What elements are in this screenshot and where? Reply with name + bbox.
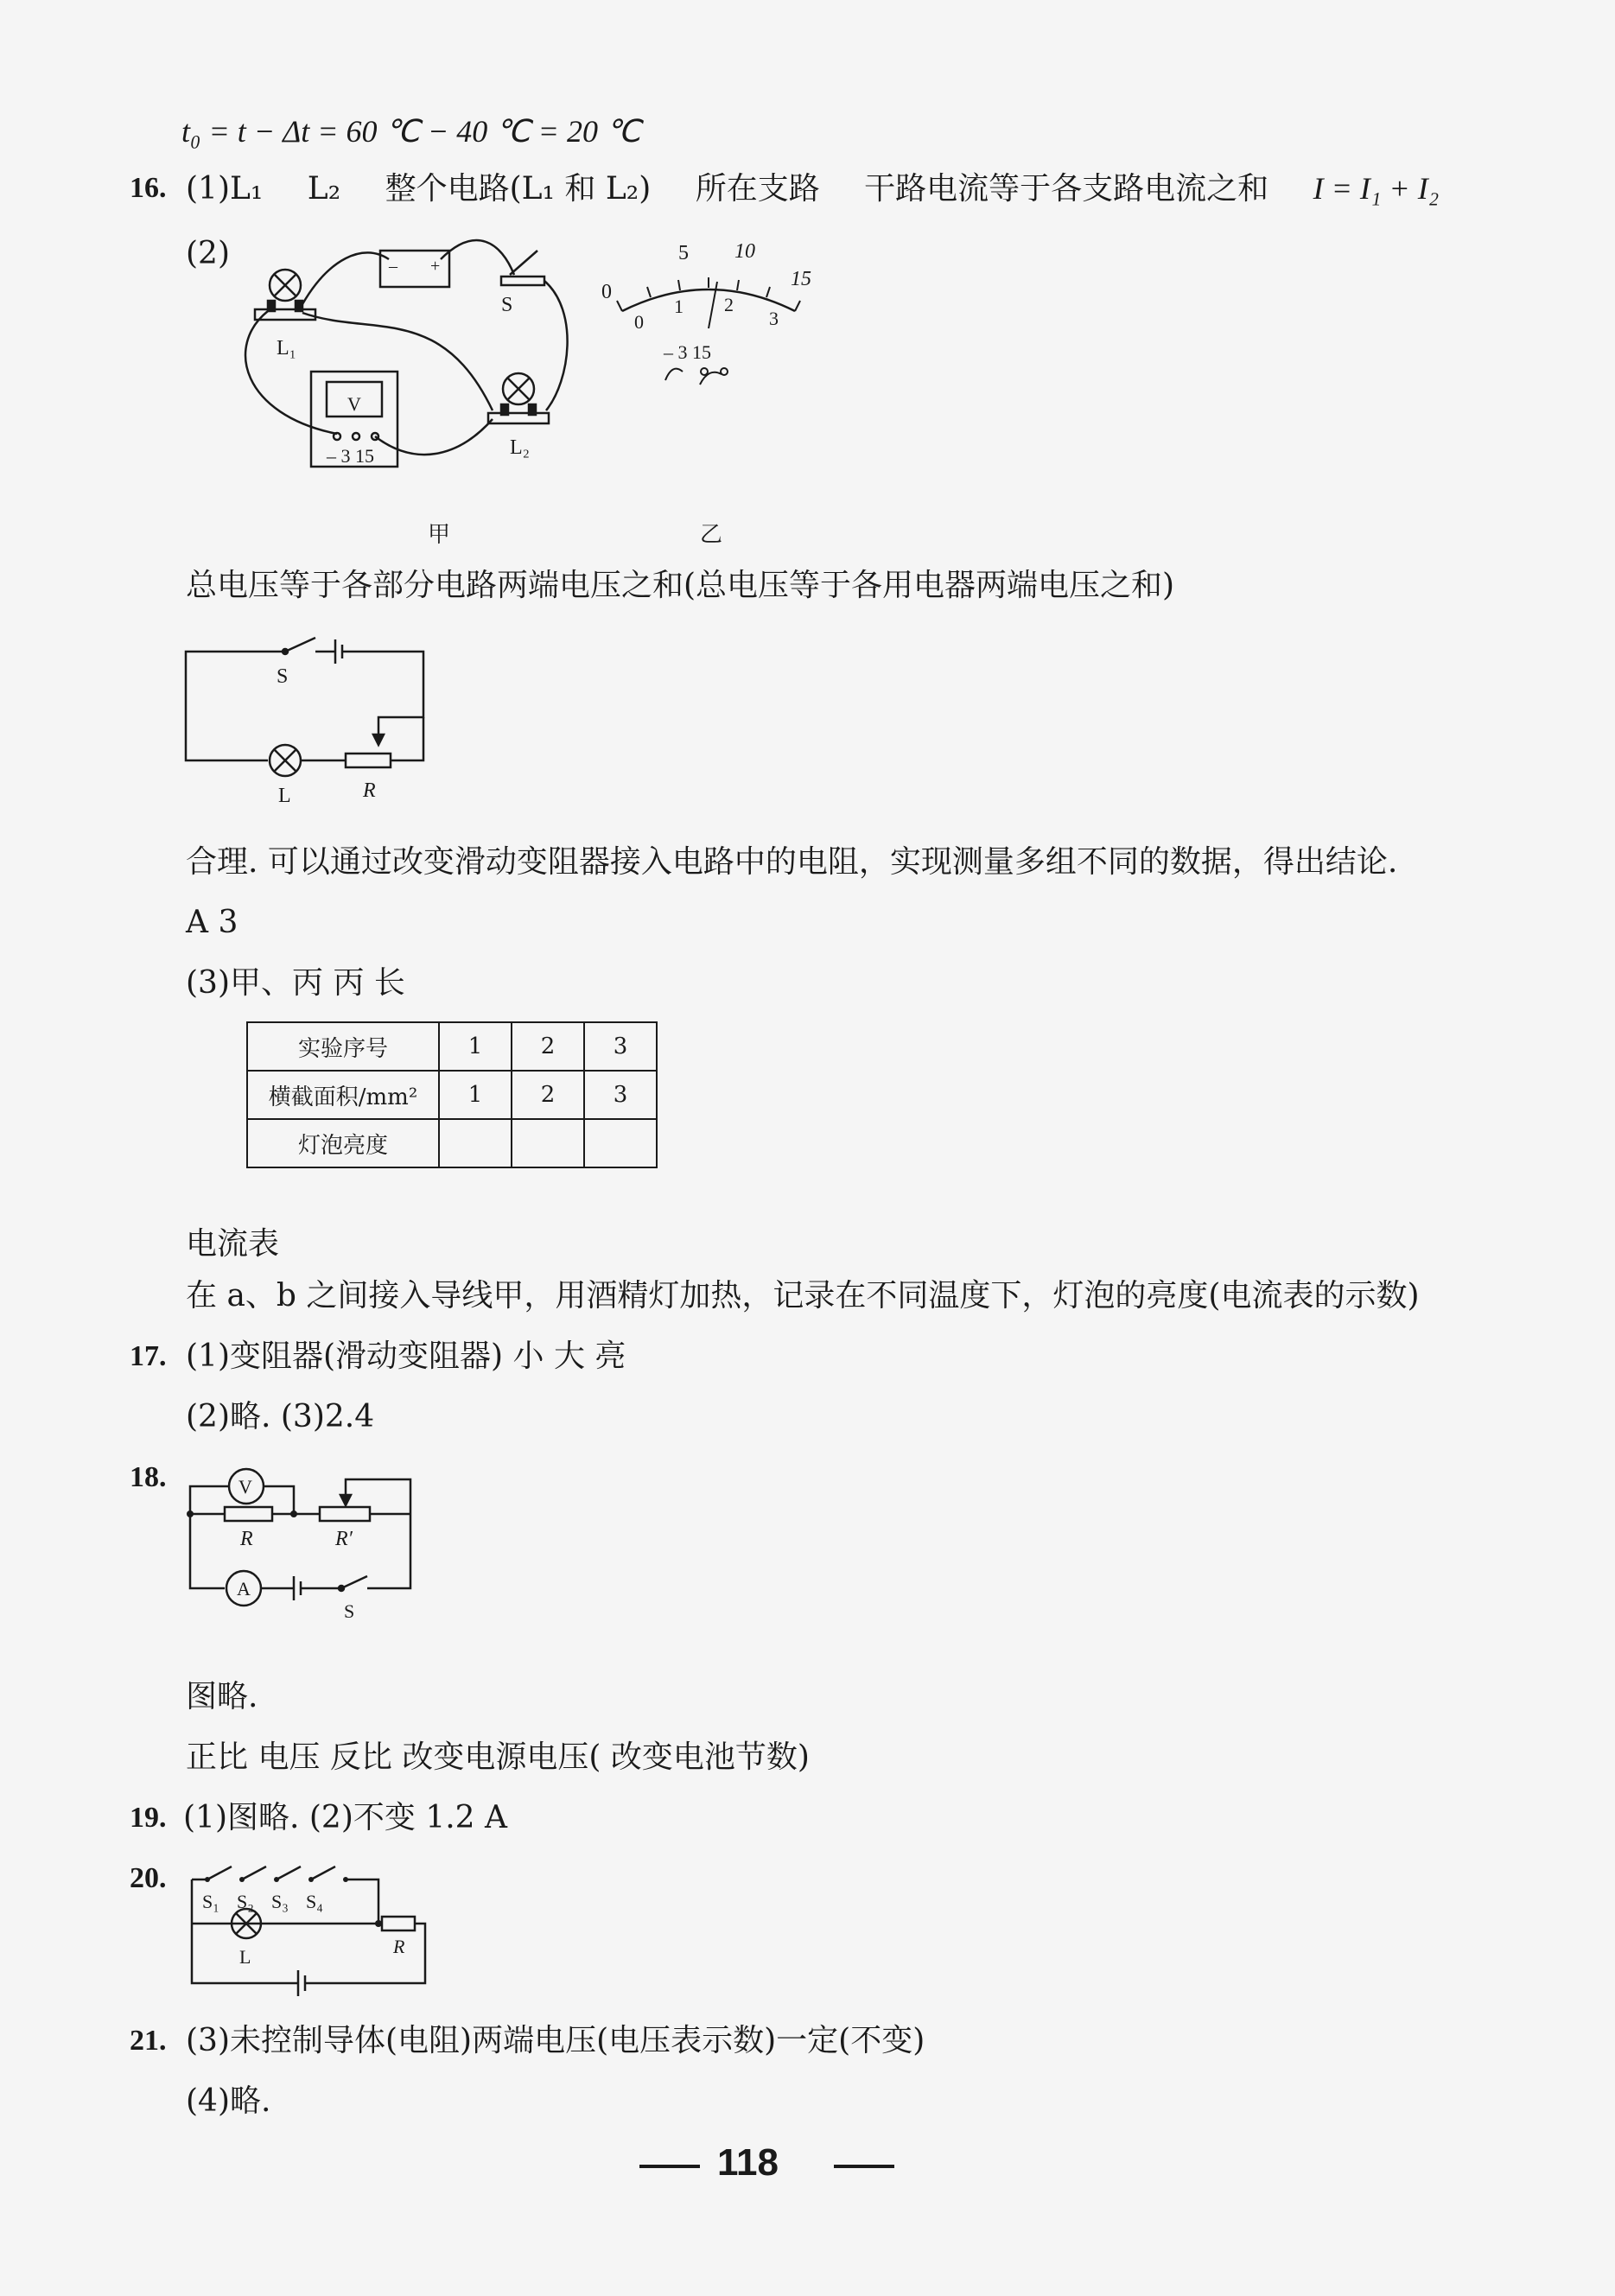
question-number-17: 17. (130, 1340, 167, 1372)
q16-ans-whole: 整个电路(L₁ 和 L₂) (385, 171, 652, 207)
voltmeter-label: V (347, 393, 361, 415)
dial-outer-5: 5 (678, 242, 689, 264)
resistor-r-icon (225, 1507, 272, 1521)
battery-plus: + (430, 257, 441, 276)
switch-lever (285, 638, 315, 652)
dial-inner-1: 1 (674, 296, 684, 317)
q16-ans-l2: L₂ (307, 171, 341, 207)
q16-part1 (186, 169, 1439, 208)
q17-part2: (2)略. (3)2.4 (186, 1399, 375, 1434)
switch-label: S (501, 294, 513, 316)
question-number-20: 20. (130, 1862, 167, 1894)
q16-part2-label: (2) (186, 236, 230, 271)
table-row (247, 1071, 657, 1119)
resistor-r-icon (382, 1917, 415, 1930)
table-cell (512, 1119, 584, 1167)
table-row (247, 1022, 657, 1071)
q19-text: (1)图略. (2)不变 1.2 A (183, 1800, 508, 1835)
label-l: L (239, 1946, 251, 1968)
label-s: S (277, 665, 289, 688)
label-l2: L₂ (510, 436, 531, 459)
table-cell: 3 (584, 1071, 657, 1119)
dial-inner-0: 0 (634, 311, 644, 333)
table-cell: 横截面积/mm² (247, 1071, 439, 1119)
page-number-dash-left (639, 2165, 700, 2168)
label-s: S (344, 1600, 355, 1622)
table-cell: 灯泡亮度 (247, 1119, 439, 1167)
q16-method: 在 a、b 之间接入导线甲，用酒精灯加热，记录在不同温度下，灯泡的亮度(电流表的示数) (186, 1278, 1420, 1313)
voltmeter-terminals: – 3 15 (327, 445, 374, 467)
q16-ans-l1: (1)L₁ (186, 171, 264, 207)
label-r-prime: R′ (335, 1528, 353, 1550)
dial-terminals: – 3 15 (664, 341, 711, 363)
ammeter-label: A (237, 1578, 251, 1600)
q21-part3: (3)未控制导体(电阻)两端电压(电压表示数)一定(不变) (186, 2023, 925, 2058)
q21-part4: (4)略. (186, 2083, 271, 2119)
table-cell: 1 (439, 1071, 512, 1119)
formula-line: t₀ = t − Δt = 60 ℃ − 40 ℃ = 20 ℃ (181, 114, 641, 149)
dial-inner-2: 2 (724, 294, 734, 315)
circuit-figure-jia (225, 225, 588, 518)
figure-caption-yi: 乙 (700, 521, 723, 547)
rheostat-r2-icon (320, 1507, 370, 1521)
page-number-dash-right (834, 2165, 894, 2168)
question-number-18: 18. (130, 1461, 167, 1493)
rheostat-icon (346, 754, 391, 767)
question-number-19: 19. (130, 1802, 167, 1834)
switch-s1-label: S₁ (202, 1891, 219, 1912)
switch-s2-label: S₂ (237, 1891, 254, 1912)
table-cell: 1 (439, 1022, 512, 1071)
circuit-lamp-rheostat (173, 631, 449, 817)
dial-outer-0: 0 (601, 281, 612, 303)
label-l1: L₁ (277, 337, 297, 359)
label-r: R (240, 1528, 253, 1550)
circuit-q20 (181, 1849, 441, 2000)
table-row (247, 1119, 657, 1167)
page-number: 118 (717, 2141, 779, 2184)
switch-s4-label: S₄ (306, 1891, 323, 1912)
q18-note2: 正比 电压 反比 改变电源电压( 改变电池节数) (186, 1739, 810, 1775)
question-number-16: 16. (130, 172, 167, 204)
meter-dial-figure-yi (596, 233, 821, 406)
table-cell: 2 (512, 1071, 584, 1119)
experiment-table (246, 1021, 658, 1168)
label-r: R (363, 779, 376, 802)
dial-outer-15: 15 (791, 268, 811, 290)
switch-lever (341, 1576, 367, 1588)
dial-inner-3: 3 (769, 308, 779, 329)
q17-part1: (1)变阻器(滑动变阻器) 小 大 亮 (186, 1339, 626, 1374)
q16-conclusion: 总电压等于各部分电路两端电压之和(总电压等于各用电器两端电压之和) (186, 568, 1175, 603)
circuit-q18 (181, 1452, 423, 1633)
dial-outer-10: 10 (734, 240, 755, 263)
label-r: R (393, 1936, 405, 1957)
q16-answer-a3: A 3 (186, 905, 238, 940)
q18-note1: 图略. (186, 1679, 258, 1714)
table-cell (439, 1119, 512, 1167)
q16-ammeter: 电流表 (186, 1226, 280, 1262)
table-cell: 实验序号 (247, 1022, 439, 1071)
q16-reason: 合理. 可以通过改变滑动变阻器接入电路中的电阻，实现测量多组不同的数据，得出结论. (186, 844, 1398, 880)
q16-ans-rule: 干路电流等于各支路电流之和 (864, 171, 1269, 207)
table-cell: 3 (584, 1022, 657, 1071)
q16-ans-branch: 所在支路 (695, 171, 820, 207)
switch-s3-label: S₃ (271, 1891, 289, 1912)
q16-part3: (3)甲、丙 丙 长 (186, 965, 405, 1001)
question-number-21: 21. (130, 2025, 167, 2057)
battery-minus: – (389, 257, 397, 276)
figure-caption-jia: 甲 (428, 521, 451, 547)
table-cell (584, 1119, 657, 1167)
table-cell: 2 (512, 1022, 584, 1071)
q16-ans-formula: I = I₁ + I₂ (1313, 171, 1440, 206)
voltmeter-label: V (238, 1476, 252, 1498)
label-l: L (278, 785, 291, 807)
